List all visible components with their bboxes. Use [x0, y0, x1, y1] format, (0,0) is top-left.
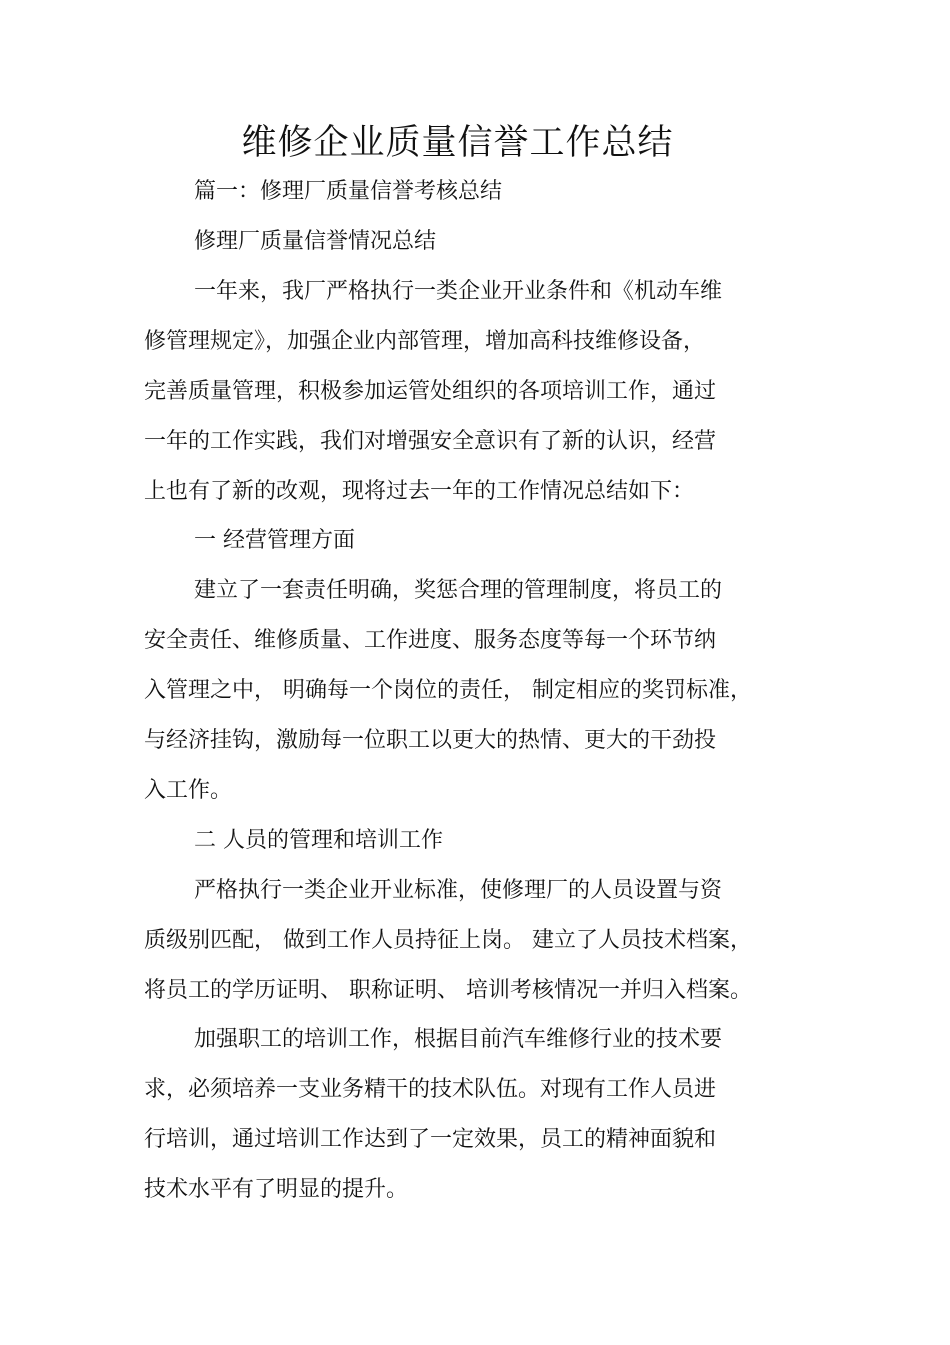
paragraph-line: 修管理规定》，加强企业内部管理，增加高科技维修设备， — [144, 329, 706, 354]
paragraph-line: 安全责任、维修质量、工作进度、服务态度等每一个环节纳 — [144, 628, 717, 653]
section-heading-part-one: 篇一：修理厂质量信誉考核总结 — [194, 179, 503, 204]
paragraph-line: 建立了一套责任明确，奖惩合理的管理制度，将员工的 — [194, 578, 723, 603]
paragraph-line: 求，必须培养一支业务精干的技术队伍。对现有工作人员进 — [144, 1077, 717, 1102]
section-heading-personnel: 二 人员的管理和培训工作 — [194, 828, 443, 853]
section-heading-operations: 一 经营管理方面 — [194, 528, 355, 553]
paragraph-line: 行培训，通过培训工作达到了一定效果，员工的精神面貌和 — [144, 1127, 717, 1152]
paragraph-line: 入管理之中， 明确每一个岗位的责任， 制定相应的奖罚标准， — [144, 678, 752, 703]
paragraph-line: 一年的工作实践，我们对增强安全意识有了新的认识，经营 — [144, 429, 717, 454]
paragraph-line: 严格执行一类企业开业标准，使修理厂的人员设置与资 — [194, 878, 723, 903]
paragraph-line: 质级别匹配， 做到工作人员持征上岗。 建立了人员技术档案， — [144, 928, 752, 953]
paragraph-line: 上也有了新的改观，现将过去一年的工作情况总结如下： — [144, 479, 695, 504]
paragraph-line: 完善质量管理，积极参加运管处组织的各项培训工作，通过 — [144, 379, 717, 404]
paragraph-line: 与经济挂钩，激励每一位职工以更大的热情、更大的干劲投 — [144, 728, 717, 753]
paragraph-line: 一年来，我厂严格执行一类企业开业条件和《机动车维 — [194, 279, 723, 304]
sub-heading: 修理厂质量信誉情况总结 — [194, 229, 437, 254]
paragraph-line: 加强职工的培训工作，根据目前汽车维修行业的技术要 — [194, 1027, 723, 1052]
paragraph-line: 技术水平有了明显的提升。 — [144, 1177, 409, 1202]
document-title: 维修企业质量信誉工作总结 — [241, 123, 674, 163]
paragraph-line: 入工作。 — [144, 778, 233, 803]
paragraph-line: 将员工的学历证明、 职称证明、 培训考核情况一并归入档案。 — [144, 978, 752, 1003]
